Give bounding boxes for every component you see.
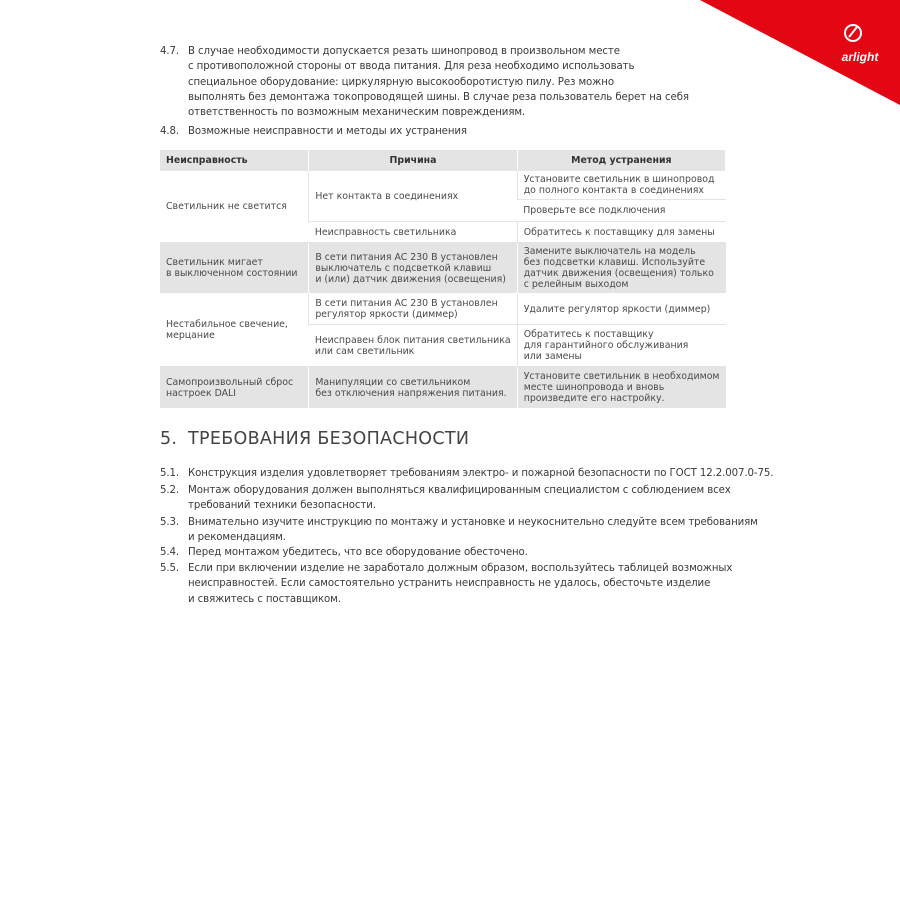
item-5-3 [160,515,758,546]
troubleshooting-table [160,150,726,409]
fix-cell [517,325,725,367]
cell-line: или замены [523,351,582,362]
cause-cell [309,243,517,294]
item-number: 4.8. [160,126,180,137]
header-fix: Метод устранения [517,150,725,171]
cell-line: Светильник не светится [166,201,287,212]
text-line: с противоположной стороны от ввода питания. Для реза необходимо использовать [188,61,635,73]
text-line: Перед монтажом убедитесь, что все оборудование обесточено. [188,547,528,558]
cell-line: Установите светильник в необходимом [523,371,720,382]
fix-cell [517,200,725,222]
header-fault: Неисправность [160,150,309,171]
item-5-2 [160,483,740,514]
item-number: 5.1. [160,468,180,479]
cause-cell [309,325,517,367]
item-4-8 [160,124,740,139]
text-line: специальное оборудование: циркулярную высокооборотистую пилу. Рез можно [188,76,614,88]
header-cause: Причина [309,150,517,171]
text-line: Конструкция изделия удовлетворяет требованиям электро- и пожарной безопасности по ГОСТ 12.2.007.0-75. [188,468,774,479]
cause-cell [309,367,517,409]
cell-line: без подсветки клавиш. Используйте [523,257,706,268]
fault-cell [160,171,309,243]
item-text [188,466,774,481]
cell-line: Нестабильное свечение, [166,319,288,330]
item-5-4 [160,545,740,560]
fix-cell [517,222,725,243]
item-number: 5.4. [160,547,180,558]
cell-line: Манипуляции со светильником [315,376,471,388]
cell-line: датчик движения (освещения) только [523,268,714,279]
cell-line: в выключенном состоянии [166,268,298,279]
cell-line: месте шинопровода и вновь [523,382,665,393]
item-text [188,561,740,607]
cell-line: Замените выключатель на модель [523,246,696,257]
table-row [160,367,726,409]
text-line: Внимательно изучите инструкцию по монтажу и установке и неукоснительно следуйте всем требованиям [188,517,758,528]
item-number: 5.2. [160,485,180,496]
text-line: Монтаж оборудования должен выполняться квалифицированным специалистом с соблюдением всех [188,485,731,496]
cell-line: Проверьте все подключения [523,205,666,216]
cell-line: до полного контакта в соединениях [523,185,704,196]
item-5-1 [160,466,774,481]
cell-line: Установите светильник в шинопровод [523,174,715,185]
cell-line: Неисправен блок питания светильника [314,334,511,346]
cell-line: без отключения напряжения питания. [315,387,507,399]
item-number: 5.3. [160,517,180,528]
cell-line: настроек DALI [166,387,237,399]
cell-line: с релейным выходом [523,279,629,290]
table-row [160,243,726,294]
cell-line: В сети питания AC 230 В установлен [315,251,498,263]
cell-line: Неисправность светильника [314,226,457,238]
cell-line: Обратитесь к поставщику [523,329,654,340]
text-line: требований техники безопасности. [188,500,376,512]
item-text [188,483,740,514]
cell-line: Самопроизвольный сброс [166,376,294,388]
section-title: ТРЕБОВАНИЯ БЕЗОПАСНОСТИ [188,429,470,449]
text-line: Возможные неисправности и методы их устранения [188,126,467,137]
text-line: выполнять без демонтажа токопроводящей шины. В случае реза пользователь берет на себя [188,91,689,103]
cell-line: регулятор яркости (диммер) [315,309,458,320]
section-number: 5. [160,429,178,449]
cause-cell [309,171,517,222]
cell-line: Светильник мигает [166,257,263,268]
cell-line: или сам светильник [314,345,415,357]
fix-cell [517,367,725,409]
item-number: 5.5. [160,563,180,574]
cell-line: Обратитесь к поставщику для замены [523,226,715,238]
cell-line: Нет контакта в соединениях [315,190,459,202]
cell-line: и (или) датчик движения (освещения) [315,273,506,285]
cell-line: Удалите регулятор яркости (диммер) [523,303,711,315]
text-line: Если при включении изделие не заработало должным образом, воспользуйтесь таблицей возможных [188,563,733,574]
item-4-7 [160,44,740,120]
cell-line: произведите его настройку. [523,393,665,404]
cell-line: мерцание [166,330,215,341]
fix-cell [517,171,725,200]
fix-cell [517,294,725,325]
item-text [188,515,758,546]
section-heading [160,429,469,449]
logo-text: arlight [841,50,879,64]
text-line: В случае необходимости допускается резать шинопровод в произвольном месте [188,46,620,57]
text-line: и рекомендациям. [188,532,286,544]
text-line: ответственность по возможным механическим повреждениям. [188,107,526,119]
cell-line: В сети питания AC 230 В установлен [315,298,498,309]
fault-cell [160,367,309,409]
cell-line: для гарантийного обслуживания [523,340,689,351]
text-line: и свяжитесь с поставщиком. [188,593,341,605]
cause-cell [309,222,517,243]
fault-cell [160,243,309,294]
item-5-5 [160,561,740,607]
item-number: 4.7. [160,46,180,57]
table-row [160,294,726,325]
fix-cell [517,243,725,294]
cause-cell [309,294,517,325]
fault-cell [160,294,309,367]
table-header-row [160,150,726,171]
cell-line: выключатель с подсветкой клавиш [315,262,492,274]
item-text [188,545,740,560]
item-text [188,124,740,139]
table-row [160,171,726,200]
text-line: неисправностей. Если самостоятельно устранить неисправность не удалось, обесточьте изделие [188,578,711,590]
item-text [188,44,740,120]
